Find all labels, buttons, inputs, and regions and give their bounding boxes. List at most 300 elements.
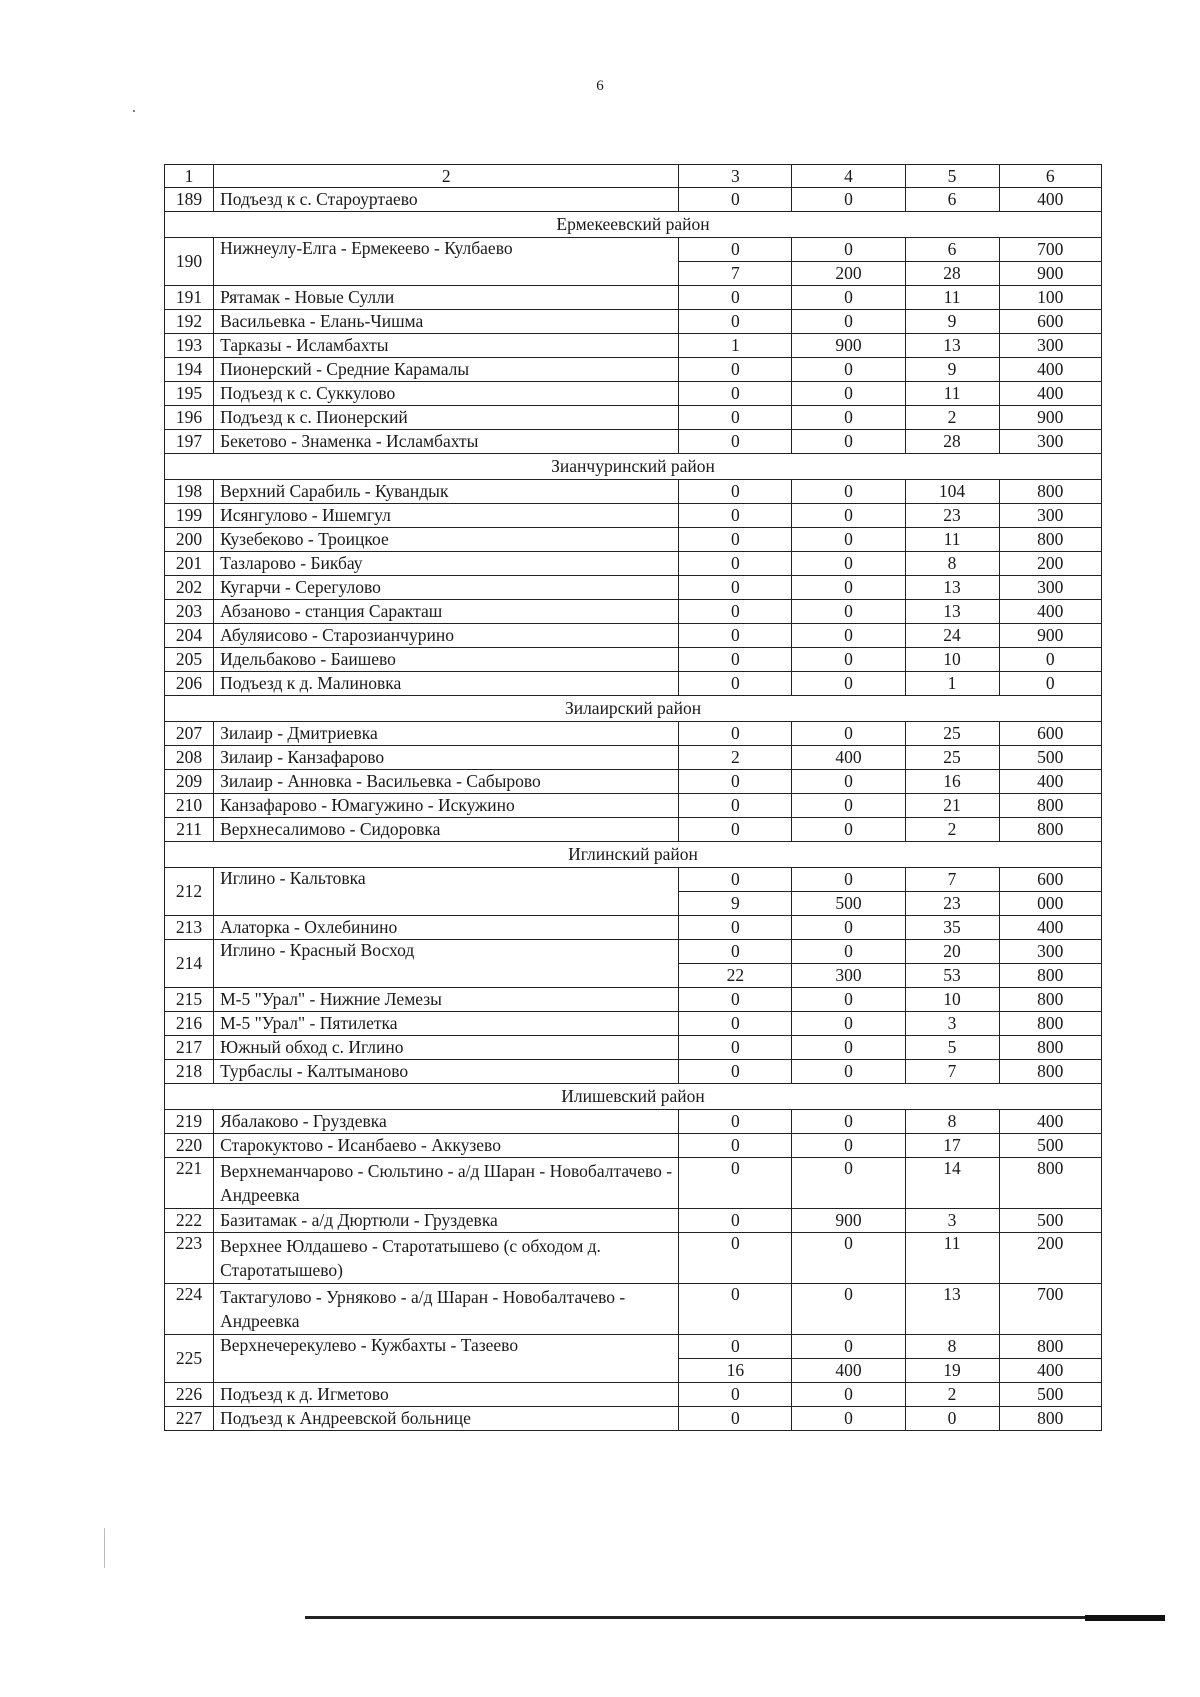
road-row [165,600,1102,624]
value-cell-col-4: 0 [792,818,905,842]
value-cell-col-6: 300 [999,576,1102,600]
district-heading: Ермекеевский район [165,212,1102,238]
row-number-cell: 209 [165,770,214,794]
value-cell-col-4: 200 [792,262,905,286]
value-cell-col-6: 700 [999,1284,1102,1335]
row-number-cell: 191 [165,286,214,310]
road-name-cell: Подъезд к д. Малиновка [214,672,679,696]
road-row [165,1284,1102,1335]
value-cell-col-6: 400 [999,770,1102,794]
value-cell-col-5: 28 [905,430,999,454]
value-cell-col-3: 0 [679,818,792,842]
value-cell-col-3: 0 [679,722,792,746]
value-cell-col-5: 25 [905,746,999,770]
value-cell-col-3: 0 [679,552,792,576]
road-name-cell: Старокуктово - Исанбаево - Аккузево [214,1134,679,1158]
value-cell-col-3: 0 [679,528,792,552]
value-cell-col-4: 0 [792,1012,905,1036]
value-cell-col-6: 800 [999,794,1102,818]
value-cell-col-5: 6 [905,188,999,212]
district-heading: Иглинский район [165,842,1102,868]
road-name-cell: Пионерский - Средние Карамалы [214,358,679,382]
district-heading-row [165,1084,1102,1110]
value-cell-col-5: 23 [905,892,999,916]
row-number-cell: 213 [165,916,214,940]
road-name-cell: Абзаново - станция Саракташ [214,600,679,624]
district-heading: Зилаирский район [165,696,1102,722]
value-cell-col-5: 8 [905,1335,999,1359]
row-number-cell: 202 [165,576,214,600]
road-row [165,1233,1102,1284]
value-cell-col-6: 800 [999,964,1102,988]
row-number-cell: 203 [165,600,214,624]
road-name-cell: Верхнеманчарово - Сюльтино - а/д Шаран - Новобалтачево - Андреевка [214,1158,679,1209]
value-cell-col-3: 0 [679,1134,792,1158]
value-cell-col-4: 0 [792,672,905,696]
road-row [165,334,1102,358]
road-list-table [164,164,1102,1431]
value-cell-col-5: 5 [905,1036,999,1060]
road-row [165,528,1102,552]
value-cell-col-4: 0 [792,770,905,794]
row-number-cell: 223 [165,1233,214,1284]
road-row [165,940,1102,964]
road-name-cell: Турбаслы - Калтыманово [214,1060,679,1084]
road-name-cell: М-5 "Урал" - Пятилетка [214,1012,679,1036]
road-name-cell: Исянгулово - Ишемгул [214,504,679,528]
value-cell-col-4: 0 [792,1284,905,1335]
value-cell-col-3: 1 [679,334,792,358]
value-cell-col-4: 0 [792,1158,905,1209]
value-cell-col-4: 400 [792,1359,905,1383]
row-number-cell: 205 [165,648,214,672]
row-number-cell: 222 [165,1209,214,1233]
value-cell-col-3: 0 [679,504,792,528]
value-cell-col-5: 8 [905,1110,999,1134]
value-cell-col-3: 0 [679,988,792,1012]
value-cell-col-6: 400 [999,1359,1102,1383]
value-cell-col-6: 400 [999,916,1102,940]
road-row [165,576,1102,600]
value-cell-col-6: 300 [999,430,1102,454]
value-cell-col-5: 35 [905,916,999,940]
road-row [165,1036,1102,1060]
row-number-cell: 194 [165,358,214,382]
value-cell-col-6: 900 [999,624,1102,648]
row-number-cell: 212 [165,868,214,916]
column-number-row [165,165,1102,188]
value-cell-col-4: 900 [792,334,905,358]
column-number-cell: 2 [214,165,679,188]
value-cell-col-3: 0 [679,358,792,382]
value-cell-col-6: 800 [999,1158,1102,1209]
road-name-cell: Подъезд к Андреевской больнице [214,1407,679,1431]
road-name-cell: Иглино - Красный Восход [214,940,679,988]
row-number-cell: 218 [165,1060,214,1084]
road-name-cell: Тарказы - Исламбахты [214,334,679,358]
row-number-cell: 208 [165,746,214,770]
road-row [165,1134,1102,1158]
value-cell-col-6: 800 [999,528,1102,552]
column-number-cell: 4 [792,165,905,188]
value-cell-col-4: 500 [792,892,905,916]
value-cell-col-4: 0 [792,1110,905,1134]
road-name-cell: М-5 "Урал" - Нижние Лемезы [214,988,679,1012]
value-cell-col-3: 0 [679,600,792,624]
value-cell-col-4: 0 [792,286,905,310]
value-cell-col-4: 0 [792,940,905,964]
road-name-cell: Канзафарово - Юмагужино - Искужино [214,794,679,818]
road-name-cell: Подъезд к с. Суккулово [214,382,679,406]
district-heading-row [165,454,1102,480]
row-number-cell: 204 [165,624,214,648]
value-cell-col-4: 0 [792,1335,905,1359]
column-number-cell: 1 [165,165,214,188]
value-cell-col-3: 0 [679,382,792,406]
value-cell-col-3: 0 [679,1335,792,1359]
road-row [165,648,1102,672]
row-number-cell: 192 [165,310,214,334]
road-row [165,722,1102,746]
value-cell-col-5: 10 [905,648,999,672]
value-cell-col-4: 0 [792,382,905,406]
value-cell-col-5: 2 [905,406,999,430]
row-number-cell: 221 [165,1158,214,1209]
road-name-cell: Подъезд к с. Староуртаево [214,188,679,212]
value-cell-col-6: 300 [999,940,1102,964]
value-cell-col-3: 0 [679,868,792,892]
value-cell-col-6: 300 [999,334,1102,358]
road-name-cell: Нижнеулу-Елга - Ермекеево - Кулбаево [214,238,679,286]
value-cell-col-5: 13 [905,1284,999,1335]
value-cell-col-6: 800 [999,1335,1102,1359]
value-cell-col-4: 0 [792,988,905,1012]
value-cell-col-4: 0 [792,504,905,528]
value-cell-col-4: 0 [792,1407,905,1431]
road-name-cell: Бекетово - Знаменка - Исламбахты [214,430,679,454]
road-row [165,672,1102,696]
value-cell-col-4: 0 [792,722,905,746]
value-cell-col-3: 0 [679,480,792,504]
value-cell-col-3: 0 [679,286,792,310]
value-cell-col-3: 2 [679,746,792,770]
value-cell-col-5: 19 [905,1359,999,1383]
row-number-cell: 224 [165,1284,214,1335]
value-cell-col-5: 9 [905,310,999,334]
value-cell-col-6: 800 [999,1012,1102,1036]
value-cell-col-5: 11 [905,286,999,310]
value-cell-col-6: 000 [999,892,1102,916]
value-cell-col-5: 104 [905,480,999,504]
value-cell-col-6: 200 [999,552,1102,576]
road-row [165,818,1102,842]
road-row [165,286,1102,310]
road-name-cell: Ябалаково - Груздевка [214,1110,679,1134]
value-cell-col-4: 0 [792,794,905,818]
road-name-cell: Тазларово - Бикбау [214,552,679,576]
value-cell-col-5: 10 [905,988,999,1012]
row-number-cell: 189 [165,188,214,212]
road-name-cell: Подъезд к с. Пионерский [214,406,679,430]
row-number-cell: 216 [165,1012,214,1036]
value-cell-col-5: 25 [905,722,999,746]
value-cell-col-5: 2 [905,1383,999,1407]
value-cell-col-3: 0 [679,624,792,648]
road-name-cell: Южный обход с. Иглино [214,1036,679,1060]
district-heading: Зианчуринский район [165,454,1102,480]
value-cell-col-6: 400 [999,358,1102,382]
value-cell-col-6: 600 [999,310,1102,334]
value-cell-col-6: 500 [999,1383,1102,1407]
road-row [165,358,1102,382]
value-cell-col-3: 0 [679,1209,792,1233]
value-cell-col-5: 1 [905,672,999,696]
road-row [165,430,1102,454]
road-name-cell: Абуляисово - Старозианчурино [214,624,679,648]
road-row [165,794,1102,818]
road-name-cell: Алаторка - Охлебинино [214,916,679,940]
value-cell-col-5: 7 [905,868,999,892]
row-number-cell: 200 [165,528,214,552]
value-cell-col-5: 17 [905,1134,999,1158]
row-number-cell: 193 [165,334,214,358]
road-row [165,1209,1102,1233]
road-row [165,746,1102,770]
value-cell-col-4: 0 [792,1383,905,1407]
bottom-rule [305,1616,1165,1619]
road-name-cell: Кузебеково - Троицкое [214,528,679,552]
value-cell-col-6: 800 [999,818,1102,842]
value-cell-col-3: 0 [679,940,792,964]
road-row [165,1335,1102,1359]
value-cell-col-3: 0 [679,406,792,430]
road-row [165,188,1102,212]
value-cell-col-3: 0 [679,1383,792,1407]
row-number-cell: 227 [165,1407,214,1431]
value-cell-col-3: 22 [679,964,792,988]
row-number-cell: 196 [165,406,214,430]
value-cell-col-5: 28 [905,262,999,286]
value-cell-col-3: 0 [679,1110,792,1134]
column-number-cell: 3 [679,165,792,188]
value-cell-col-5: 9 [905,358,999,382]
row-number-cell: 211 [165,818,214,842]
value-cell-col-4: 0 [792,188,905,212]
road-row [165,238,1102,262]
bottom-rule-heavy [1085,1615,1165,1621]
row-number-cell: 197 [165,430,214,454]
value-cell-col-5: 11 [905,382,999,406]
value-cell-col-6: 600 [999,868,1102,892]
value-cell-col-5: 11 [905,528,999,552]
value-cell-col-6: 800 [999,1407,1102,1431]
road-name-cell: Верхний Сарабиль - Кувандык [214,480,679,504]
value-cell-col-4: 0 [792,600,905,624]
row-number-cell: 225 [165,1335,214,1383]
value-cell-col-4: 0 [792,868,905,892]
road-row [165,1407,1102,1431]
value-cell-col-4: 400 [792,746,905,770]
district-heading: Илишевский район [165,1084,1102,1110]
value-cell-col-5: 20 [905,940,999,964]
road-name-cell: Зилаир - Дмитриевка [214,722,679,746]
road-name-cell: Верхнесалимово - Сидоровка [214,818,679,842]
row-number-cell: 226 [165,1383,214,1407]
value-cell-col-4: 300 [792,964,905,988]
row-number-cell: 207 [165,722,214,746]
district-heading-row [165,696,1102,722]
value-cell-col-3: 0 [679,672,792,696]
value-cell-col-5: 13 [905,576,999,600]
road-row [165,1158,1102,1209]
value-cell-col-6: 700 [999,238,1102,262]
value-cell-col-6: 800 [999,1036,1102,1060]
road-row [165,1110,1102,1134]
row-number-cell: 198 [165,480,214,504]
value-cell-col-4: 0 [792,310,905,334]
road-name-cell: Верхнее Юлдашево - Старотатышево (с обходом д. Старотатышево) [214,1233,679,1284]
value-cell-col-5: 8 [905,552,999,576]
value-cell-col-3: 0 [679,576,792,600]
row-number-cell: 190 [165,238,214,286]
value-cell-col-3: 7 [679,262,792,286]
value-cell-col-4: 0 [792,576,905,600]
value-cell-col-3: 0 [679,648,792,672]
value-cell-col-5: 21 [905,794,999,818]
value-cell-col-4: 0 [792,648,905,672]
value-cell-col-4: 0 [792,430,905,454]
value-cell-col-6: 500 [999,1134,1102,1158]
value-cell-col-4: 0 [792,1233,905,1284]
value-cell-col-3: 0 [679,770,792,794]
value-cell-col-3: 0 [679,238,792,262]
value-cell-col-6: 400 [999,382,1102,406]
value-cell-col-5: 16 [905,770,999,794]
row-number-cell: 201 [165,552,214,576]
value-cell-col-4: 0 [792,552,905,576]
page-number: 6 [596,78,604,94]
value-cell-col-5: 11 [905,1233,999,1284]
value-cell-col-3: 0 [679,1407,792,1431]
row-number-cell: 217 [165,1036,214,1060]
value-cell-col-6: 500 [999,746,1102,770]
value-cell-col-3: 0 [679,1012,792,1036]
road-name-cell: Кугарчи - Серегулово [214,576,679,600]
value-cell-col-6: 900 [999,406,1102,430]
value-cell-col-6: 600 [999,722,1102,746]
district-heading-row [165,212,1102,238]
value-cell-col-6: 0 [999,648,1102,672]
value-cell-col-6: 500 [999,1209,1102,1233]
value-cell-col-3: 0 [679,1233,792,1284]
value-cell-col-6: 900 [999,262,1102,286]
value-cell-col-5: 53 [905,964,999,988]
value-cell-col-5: 7 [905,1060,999,1084]
value-cell-col-5: 3 [905,1012,999,1036]
value-cell-col-4: 0 [792,624,905,648]
row-number-cell: 210 [165,794,214,818]
value-cell-col-6: 400 [999,600,1102,624]
road-row [165,1060,1102,1084]
value-cell-col-3: 0 [679,1284,792,1335]
value-cell-col-4: 0 [792,406,905,430]
value-cell-col-5: 13 [905,600,999,624]
value-cell-col-6: 100 [999,286,1102,310]
value-cell-col-5: 3 [905,1209,999,1233]
value-cell-col-3: 0 [679,1036,792,1060]
road-name-cell: Рятамак - Новые Сулли [214,286,679,310]
road-row [165,480,1102,504]
road-row [165,1383,1102,1407]
road-row [165,406,1102,430]
road-row [165,988,1102,1012]
value-cell-col-3: 9 [679,892,792,916]
row-number-cell: 215 [165,988,214,1012]
value-cell-col-6: 300 [999,504,1102,528]
road-name-cell: Зилаир - Канзафарово [214,746,679,770]
value-cell-col-3: 0 [679,430,792,454]
value-cell-col-6: 800 [999,480,1102,504]
value-cell-col-5: 14 [905,1158,999,1209]
road-row [165,916,1102,940]
value-cell-col-4: 0 [792,916,905,940]
value-cell-col-6: 200 [999,1233,1102,1284]
value-cell-col-3: 0 [679,916,792,940]
value-cell-col-3: 0 [679,1158,792,1209]
value-cell-col-6: 800 [999,988,1102,1012]
value-cell-col-5: 0 [905,1407,999,1431]
row-number-cell: 219 [165,1110,214,1134]
road-row [165,1012,1102,1036]
value-cell-col-3: 0 [679,310,792,334]
row-number-cell: 206 [165,672,214,696]
value-cell-col-4: 0 [792,1036,905,1060]
scan-speck [104,1528,105,1568]
value-cell-col-4: 0 [792,528,905,552]
road-row [165,310,1102,334]
column-number-cell: 6 [999,165,1102,188]
value-cell-col-4: 0 [792,238,905,262]
value-cell-col-5: 6 [905,238,999,262]
road-row [165,504,1102,528]
road-row [165,770,1102,794]
value-cell-col-4: 0 [792,480,905,504]
value-cell-col-6: 400 [999,1110,1102,1134]
value-cell-col-6: 800 [999,1060,1102,1084]
road-name-cell: Иглино - Кальтовка [214,868,679,916]
value-cell-col-6: 400 [999,188,1102,212]
value-cell-col-3: 0 [679,794,792,818]
road-name-cell: Зилаир - Анновка - Васильевка - Сабырово [214,770,679,794]
value-cell-col-3: 16 [679,1359,792,1383]
road-row [165,382,1102,406]
row-number-cell: 220 [165,1134,214,1158]
road-row [165,624,1102,648]
row-number-cell: 199 [165,504,214,528]
value-cell-col-4: 900 [792,1209,905,1233]
value-cell-col-5: 24 [905,624,999,648]
road-name-cell: Базитамак - а/д Дюртюли - Груздевка [214,1209,679,1233]
column-number-cell: 5 [905,165,999,188]
value-cell-col-3: 0 [679,1060,792,1084]
value-cell-col-4: 0 [792,1060,905,1084]
road-row [165,552,1102,576]
road-name-cell: Подъезд к д. Игметово [214,1383,679,1407]
row-number-cell: 214 [165,940,214,988]
scan-speck [133,110,135,112]
road-row [165,868,1102,892]
road-name-cell: Идельбаково - Баишево [214,648,679,672]
